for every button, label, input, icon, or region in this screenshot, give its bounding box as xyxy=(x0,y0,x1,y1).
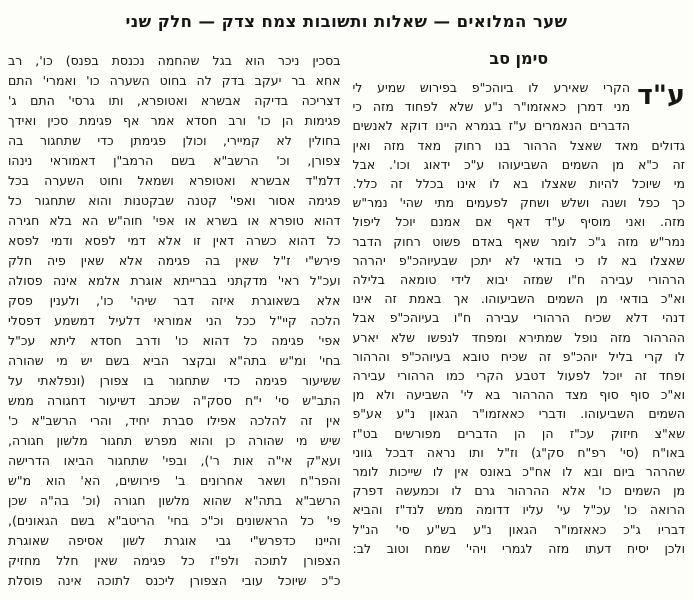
text-line: ועכ"ל ראי' מדקתני בברייתא אוגרת אלמא אינה פסולה xyxy=(8,273,341,288)
text-line: דצריכה בדיקה אבשרא ואטופרא, ותו גרסי' התם ג' xyxy=(8,93,341,108)
left-body-lines xyxy=(8,51,341,591)
text-line: פי' כל הראשונים וכ"כ בחי' הריטב"א בשם הגאונים), xyxy=(8,513,341,528)
text-line: לו קרי בליל יוהכ"פ זה שכיח טובא בעיוהכ"פ והרהור xyxy=(352,348,685,364)
text-line: התב"ש סי' י"ח ססק"ה שכתב דשיעור דחגורה ממש xyxy=(8,393,341,408)
text-line: ששיעור פגימה כדי שתחגור בו צפורן (ונפלאתי על xyxy=(8,373,341,388)
text-line: מזה. ואני מוסיף ע"ד דאף אם אמנם יוכל ליפול xyxy=(352,214,685,230)
siman-heading: סימן סב xyxy=(489,49,549,68)
text-line: הרשב"א בתה"א שהוא מלשון חגורה (וכ' בה"ה שכן xyxy=(8,493,341,508)
text-line: אחא בר יעקב בדק לה בחוט השערה כו' ואמרי' התם xyxy=(8,73,341,88)
text-line: זה כ"א מן השמים השביעוהו ע"כ ידאוג וכו'. אבל xyxy=(352,156,685,172)
text-line: שיש מי שהורה כן והוא מפרש תחגור מלשון חגורה, xyxy=(8,433,341,448)
text-line: כ"כ שיוכל עובי הצפורן ליכנס לתוכה אינה פוסלת xyxy=(8,573,341,588)
text-line: והפר"ח ושאר אחרונים ב' פירושים, הא' הוא מ"ש xyxy=(8,473,341,488)
text-line: דבריו ג"כ כאאזמו"ר הגאון נ"ע בש"ע סי' הנ"ל xyxy=(352,521,685,537)
text-line: גדולים מאד שאצל הרהור בנו רחוק מאד מזה ואין xyxy=(352,137,685,153)
text-line: דנהי דלא שכיח הרהורי עבירה ח"ו בעיוהכ"פ אבל xyxy=(352,310,685,326)
text-line: דהוא טופרא או בשרא או אפי' חוה"ש הא בלא חגירה xyxy=(8,213,341,228)
text-line: אלא בשאוגרת איזה דבר שיהי' כו', ולענין פסק xyxy=(8,293,341,308)
text-line: נמר"ש מזה ג"כ לומר שאף באדם פשוט רחוק הדבר xyxy=(352,233,685,249)
text-line: מי שיוכל להיות שאצלו בא לו אינו בכלל זה כלל. xyxy=(352,176,685,192)
column-right xyxy=(353,47,686,558)
text-line: כל דהוא כשרה דאין זו אלא דמי לפסא ודמי לפסא xyxy=(8,233,341,248)
text-line: דלמ"ד אבשרא ואטופרא ושמאל וחוט השערה בכל xyxy=(8,173,341,188)
text-line: אפי' פגימה כל דהוא כו' ודרב חסדא ליתא עכ"ל xyxy=(8,333,341,348)
text-line: הרהורי עבירה ח"ו שמזה יבוא לידי טומאה בלילה xyxy=(352,272,685,288)
text-line: בחולין לא קמיירי, וכולן פגימתן כדי שתחגור בה xyxy=(8,133,341,148)
text-line: שהרהר ביום ובא לו אח"כ באונס אין לו שייכות לומר xyxy=(352,464,685,480)
text-line: מני דמרן כאאזמו"ר נ"ע שלא לפחוד מזה כי xyxy=(352,99,631,115)
text-line: והיינו כדפרש"י גבי אוגרת לשון אסיפה שאוגרת xyxy=(8,533,341,548)
text-line: פגימות הן כו' ורב חסדא אמר אף פגימת סכין ואידך xyxy=(8,113,341,128)
opening-word-drop-cap: ע"ד xyxy=(637,80,685,111)
running-header: שער המלואים — שאלות ותשובות צמח צדק — חלק שני xyxy=(125,12,568,31)
text-line: וא"כ בודאי מן השמים השביעוהו. אך באמת זה אינו xyxy=(352,291,685,307)
text-line: הרואה כו' עכ"ל עי' עליו דדומה ממש לנד"ז והביא xyxy=(352,502,685,518)
two-column-text-area xyxy=(8,47,685,591)
responsum-opening xyxy=(353,78,686,116)
text-line: שא"צ חיזוק עכ"ז הן הן הדברים מפורשים בט"ז xyxy=(352,425,685,441)
text-line: צפורן, וכ' הרשב"א בשם הרמב"ן דאמוראי נינהו xyxy=(8,153,341,168)
text-line: בחי' ומ"ש בתה"א ובקצר הביא בשם יש מי שהורה xyxy=(8,353,341,368)
text-line: ועא"ק אי"ה אות ר'), ובפי' שתחגור הביאו הדרישה xyxy=(8,453,341,468)
right-body-lines xyxy=(353,116,686,558)
text-line: השמים השביעוהו. ודברי כאאזמו"ר הגאון נ"ע אע"פ xyxy=(352,406,685,422)
text-line: כך כפל ושנה ושלש ושחק לפעמים מתי שהי' נמר"ש xyxy=(352,195,685,211)
column-left xyxy=(8,47,341,591)
text-line: באו"ח (סי' רפ"ח סק"ג) וז"ל ותו נראה דבכל גווני xyxy=(352,444,685,460)
text-line: בסכין ניכר הוא בגל שהחמה נכנסת בפנס) כו', רב xyxy=(8,53,341,68)
text-line: וא"כ סוף סוף מצד ההרהור בא לי' השביעה ולא מן xyxy=(352,387,685,403)
text-line: הקרי שאירע לו ביוהכ"פ בפירוש שמיע לי xyxy=(352,80,631,95)
text-line: הלכה קיי"ל ככל הני אמוראי דלעיל דמשמע דפסלי xyxy=(8,313,341,328)
text-line: ולכן יסיח דעתו מזה לגמרי ויהי' שמח וטוב לב: xyxy=(352,540,685,556)
text-line: פגימה אסור ואפי' קטנה שבקטנות והוא שתחגור כל xyxy=(8,193,341,208)
text-line: ופחד זה יוכל לפעול דטבע הקרי כמו הרהורי עבירה xyxy=(352,368,685,384)
text-line: פירש"י ז"ל שאין בה פגימה אלא שאין פיה חלק xyxy=(8,253,341,268)
text-line: הדברים הנאמרים ע"ז בגמרא היינו דוקא לאנשים xyxy=(352,118,631,134)
text-line: ההרהור מזה נופל שמתירא ומפחד לנפשו שלא יארע xyxy=(352,329,685,345)
text-line: מן השמים כו' אלא ההרהור גרם לו וכמעשה דפרק xyxy=(352,483,685,499)
text-line: הצפורן לתוכה ולפ"ז כל פגימה שאין חלל מחזיק xyxy=(8,553,341,568)
text-line: אין זה להלכה אפילו סברת יחיד, והרי הרשב"א כ' xyxy=(8,413,341,428)
text-line: שאצלו בא לו כי בודאי לא יתכן שבעיוהכ"פ יהרהר xyxy=(352,252,685,268)
